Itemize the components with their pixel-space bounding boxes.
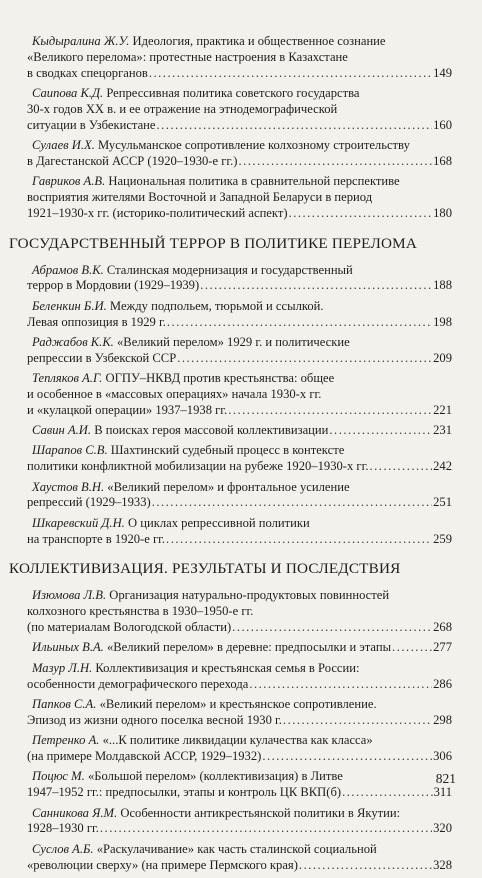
toc-entry-line (27, 299, 452, 315)
toc-entry (27, 423, 452, 439)
page-number: 821 (435, 771, 456, 786)
entry-author: Тепляков А.Г. (32, 371, 103, 386)
toc-entry-text-wrap (27, 620, 231, 636)
entry-author: Сулаев И.Х. (32, 137, 95, 152)
entry-page-number: 268 (433, 620, 452, 635)
toc-entry-line (27, 806, 452, 822)
toc-entry-text-wrap (27, 785, 341, 801)
toc-entry-text-wrap (27, 532, 165, 548)
leader-dots (238, 154, 432, 170)
toc-entry (27, 34, 452, 81)
entry-title-line: в сводках спецорганов (27, 65, 148, 80)
entry-page-number: 209 (433, 350, 452, 365)
entry-title-line: Особенности антикрестьянской политики в Якутии: (120, 805, 401, 820)
entry-page-number: 231 (433, 423, 452, 438)
entry-title-line: «Великий перелом» 1929 г. и политические (117, 334, 350, 349)
entry-title-line: «Большой перелом» (коллективизация) в Литве (87, 769, 343, 784)
entry-author: Савин А.И. (32, 423, 92, 438)
entry-title-line: В поисках героя массовой коллективизации (94, 423, 329, 438)
toc-entry-line (27, 516, 452, 532)
entry-title-line: «революции сверху» (на примере Пермского края) (27, 857, 298, 872)
toc-entry-text-wrap (27, 713, 282, 729)
toc-entry-line (27, 604, 452, 620)
entry-title-line: Идеология, практика и общественное сознание (132, 34, 386, 48)
toc-entry-line (27, 102, 452, 118)
entry-title-line: 30-х годов XX в. и ее отражение на этнодемографической (27, 101, 338, 116)
leader-dots (283, 713, 432, 729)
toc-entry (27, 443, 452, 475)
section-heading-terror: ГОСУДАРСТВЕННЫЙ ТЕРРОР В ПОЛИТИКЕ ПЕРЕЛОМА (9, 234, 417, 252)
toc-entry-line (27, 769, 452, 785)
toc-entry-text-wrap (27, 495, 151, 511)
toc-entry-line (27, 206, 452, 222)
toc-entry-text-wrap (27, 154, 237, 170)
toc-entry-line (27, 858, 452, 874)
entry-title-line: и особенное в «массовых операциях» начала 1930-х гг. (27, 386, 322, 401)
entry-author: Хаустов В.Н. (32, 479, 105, 494)
toc-entry-line (27, 387, 452, 403)
toc-entry-text-wrap (27, 206, 288, 222)
toc-entry-line (27, 661, 452, 677)
leader-dots (166, 532, 432, 548)
toc-top-entries (27, 34, 452, 222)
entry-title-line: Левая оппозиция в 1929 г. (27, 314, 166, 329)
table-of-contents (9, 34, 452, 878)
entry-title-line: ситуации в Узбекистане (27, 117, 156, 132)
toc-entry (27, 516, 452, 548)
toc-entry-text-wrap (27, 351, 176, 367)
toc-entry-line (27, 154, 452, 170)
entry-author: Беленкин Б.И. (32, 298, 107, 313)
entry-author: Санникова Я.М. (32, 805, 118, 820)
entry-title-line: (по материалам Вологодской области) (27, 620, 232, 635)
toc-entry (27, 263, 452, 295)
entry-title-line: Шахтинский судебный процесс в контексте (110, 443, 345, 458)
leader-dots (342, 785, 432, 801)
toc-entry-line (27, 118, 452, 134)
entry-author: Изюмова Л.В. (32, 588, 107, 603)
toc-entry (27, 138, 452, 170)
leader-dots (232, 620, 432, 636)
toc-entry (27, 697, 452, 729)
toc-entry-line (27, 677, 452, 693)
toc-entry (27, 640, 452, 656)
entry-page-number: 311 (433, 785, 452, 800)
entry-author: Шарапов С.В. (32, 443, 108, 458)
toc-entry-line (27, 403, 452, 419)
entry-author: Кыдыралина Ж.У. (32, 34, 130, 48)
entry-title-line: восприятия жителями Восточной и Западной Беларуси в период (27, 189, 373, 204)
toc-entry-line (27, 138, 452, 154)
toc-entry-line (27, 459, 452, 475)
entry-title-line: О циклах репрессивной политики (127, 515, 310, 530)
entry-author: Папков С.А. (32, 697, 97, 712)
entry-title-line: Сталинская модернизация и государственный (106, 262, 353, 277)
toc-entry-line (27, 821, 452, 837)
toc-entry-text-wrap (32, 640, 391, 656)
toc-entry-line (27, 278, 452, 294)
toc-entry (27, 769, 452, 801)
entry-title-line: на транспорте в 1920-е гг. (27, 531, 166, 546)
toc-entry (27, 806, 452, 838)
toc-section-terror-entries (27, 263, 452, 548)
toc-entry-text-wrap (27, 459, 369, 475)
entry-title-line: 1947–1952 гг.: предпосылки, этапы и контроль ЦК ВКП(б) (27, 785, 342, 800)
toc-entry-line (27, 588, 452, 604)
toc-entry-line (27, 532, 452, 548)
toc-entry-text-wrap (27, 403, 227, 419)
entry-author: Саипова К.Д. (32, 85, 104, 100)
leader-dots (100, 821, 432, 837)
entry-title-line: и «кулацкой операции» 1937–1938 гг. (27, 402, 228, 417)
entry-author: Абрамов В.К. (32, 262, 104, 277)
entry-title-line: Организация натурально-продуктовых повинностей (109, 588, 390, 603)
toc-entry-line (27, 620, 452, 636)
leader-dots (262, 749, 432, 765)
toc-entry-text-wrap (27, 749, 261, 765)
toc-entry (27, 661, 452, 693)
leader-dots (167, 315, 432, 331)
toc-entry (27, 86, 452, 133)
entry-page-number: 242 (433, 459, 452, 474)
toc-entry-line (27, 785, 452, 801)
entry-page-number: 320 (433, 821, 452, 836)
entry-page-number: 286 (433, 676, 452, 691)
entry-title-line: Коллективизация и крестьянская семья в России: (95, 660, 360, 675)
toc-section-collectivization-entries (27, 588, 452, 873)
toc-entry (27, 299, 452, 331)
toc-entry-line (27, 86, 452, 102)
entry-author: Гавриков А.В. (32, 174, 106, 189)
toc-entry-text-wrap (27, 278, 199, 294)
toc-entry-line (27, 190, 452, 206)
entry-title-line: репрессий (1929–1933) (27, 495, 151, 510)
toc-entry-text-wrap (27, 118, 156, 134)
entry-page-number: 180 (433, 205, 452, 220)
entry-page-number: 149 (433, 65, 452, 80)
entry-title-line: «Великого перелома»: протестные настроения в Казахстане (27, 49, 348, 64)
toc-entry-line (27, 34, 452, 50)
toc-entry-line (27, 697, 452, 713)
toc-entry-line (27, 713, 452, 729)
leader-dots (329, 423, 432, 439)
entry-title-line: политики конфликтной мобилизации на рубеже 1920–1930-х гг. (27, 459, 369, 474)
toc-entry-text-wrap (27, 677, 248, 693)
entry-title-line: «...К политике ликвидации кулачества как класса» (102, 733, 373, 748)
entry-page-number: 298 (433, 712, 452, 727)
toc-entry (27, 588, 452, 635)
entry-page-number: 160 (433, 117, 452, 132)
entry-author: Поцюс М. (32, 769, 85, 784)
entry-title-line: (на примере Молдавской АССР, 1929–1932) (27, 749, 262, 763)
toc-entry-line (27, 443, 452, 459)
toc-entry (27, 480, 452, 512)
leader-dots (289, 206, 433, 222)
toc-entry (27, 842, 452, 874)
toc-entry-text-wrap (27, 315, 166, 331)
leader-dots (157, 118, 433, 134)
section-heading-collectivization: КОЛЛЕКТИВИЗАЦИЯ. РЕЗУЛЬТАТЫ И ПОСЛЕДСТВИЯ (9, 560, 401, 578)
toc-entry-text-wrap (27, 66, 148, 82)
entry-page-number: 277 (433, 640, 452, 655)
entry-title-line: «Великий перелом» и крестьянское сопротивление. (99, 697, 377, 712)
entry-author: Мазур Л.Н. (32, 660, 93, 675)
entry-title-line: Мусульманское сопротивление колхозному строительству (98, 137, 410, 152)
leader-dots (392, 640, 432, 656)
toc-entry-line (27, 351, 452, 367)
toc-entry-line (27, 50, 452, 66)
toc-entry-line (27, 423, 452, 439)
entry-page-number: 251 (433, 495, 452, 510)
entry-title-line: террор в Мордовии (1929–1939) (27, 278, 200, 293)
leader-dots (152, 495, 432, 511)
toc-entry-line (27, 371, 452, 387)
leader-dots (299, 858, 432, 874)
toc-entry-text-wrap (27, 821, 99, 837)
entry-title-line: 1928–1930 гг. (27, 821, 99, 836)
entry-title-line: Репрессивная политика советского государства (106, 85, 360, 100)
entry-page-number: 328 (433, 857, 452, 872)
toc-entry-line (27, 842, 452, 858)
entry-author: Ильиных В.А. (32, 640, 104, 655)
toc-entry-line (27, 749, 452, 765)
entry-title-line: в Дагестанской АССР (1920–1930-е гг.) (27, 153, 238, 168)
entry-title-line: колхозного крестьянства в 1930–1950-е гг. (27, 604, 254, 619)
toc-entry (27, 335, 452, 367)
entry-title-line: «Великий перелом» и фронтальное усиление (107, 479, 350, 494)
entry-title-line: 1921–1930-х гг. (историко-политический аспект) (27, 205, 288, 220)
entry-page-number: 306 (433, 749, 452, 763)
entry-title-line: «Раскулачивание» как часть сталинской социальной (96, 841, 377, 856)
toc-entry-line (27, 640, 452, 656)
toc-entry (27, 174, 452, 221)
leader-dots (370, 459, 433, 475)
entry-page-number: 259 (433, 531, 452, 546)
entry-author: Шкаревский Д.Н. (32, 515, 125, 530)
toc-entry-line (27, 335, 452, 351)
toc-entry-text-wrap (32, 423, 328, 439)
entry-title-line: Национальная политика в сравнительной перспективе (108, 174, 400, 189)
leader-dots (149, 66, 432, 82)
entry-page-number: 221 (433, 402, 452, 417)
entry-title-line: особенности демографического перехода (27, 676, 249, 691)
entry-title-line: Эпизод из жизни одного поселка весной 1930 г. (27, 712, 282, 727)
entry-author: Суслов А.Б. (32, 841, 94, 856)
toc-entry-line (27, 263, 452, 279)
toc-entry-line (27, 495, 452, 511)
entry-title-line: ОГПУ–НКВД против крестьянства: общее (105, 371, 335, 386)
leader-dots (249, 677, 432, 693)
toc-entry (27, 733, 452, 765)
entry-title-line: Между подпольем, тюрьмой и ссылкой. (109, 298, 324, 313)
entry-title-line: репрессии в Узбекской ССР (27, 350, 177, 365)
toc-entry (27, 371, 452, 418)
entry-author: Раджабов К.К. (32, 334, 114, 349)
toc-entry-line (27, 733, 452, 749)
entry-title-line: «Великий перелом» в деревне: предпосылки и этапы (106, 640, 392, 655)
leader-dots (177, 351, 432, 367)
toc-entry-line (27, 315, 452, 331)
entry-page-number: 198 (433, 314, 452, 329)
entry-page-number: 168 (433, 153, 452, 168)
toc-entry-line (27, 174, 452, 190)
toc-entry-line (27, 66, 452, 82)
entry-page-number: 188 (433, 278, 452, 293)
toc-entry-line (27, 480, 452, 496)
entry-author: Петренко А. (32, 733, 100, 748)
leader-dots (200, 278, 432, 294)
leader-dots (228, 403, 432, 419)
toc-entry-text-wrap (27, 858, 298, 874)
